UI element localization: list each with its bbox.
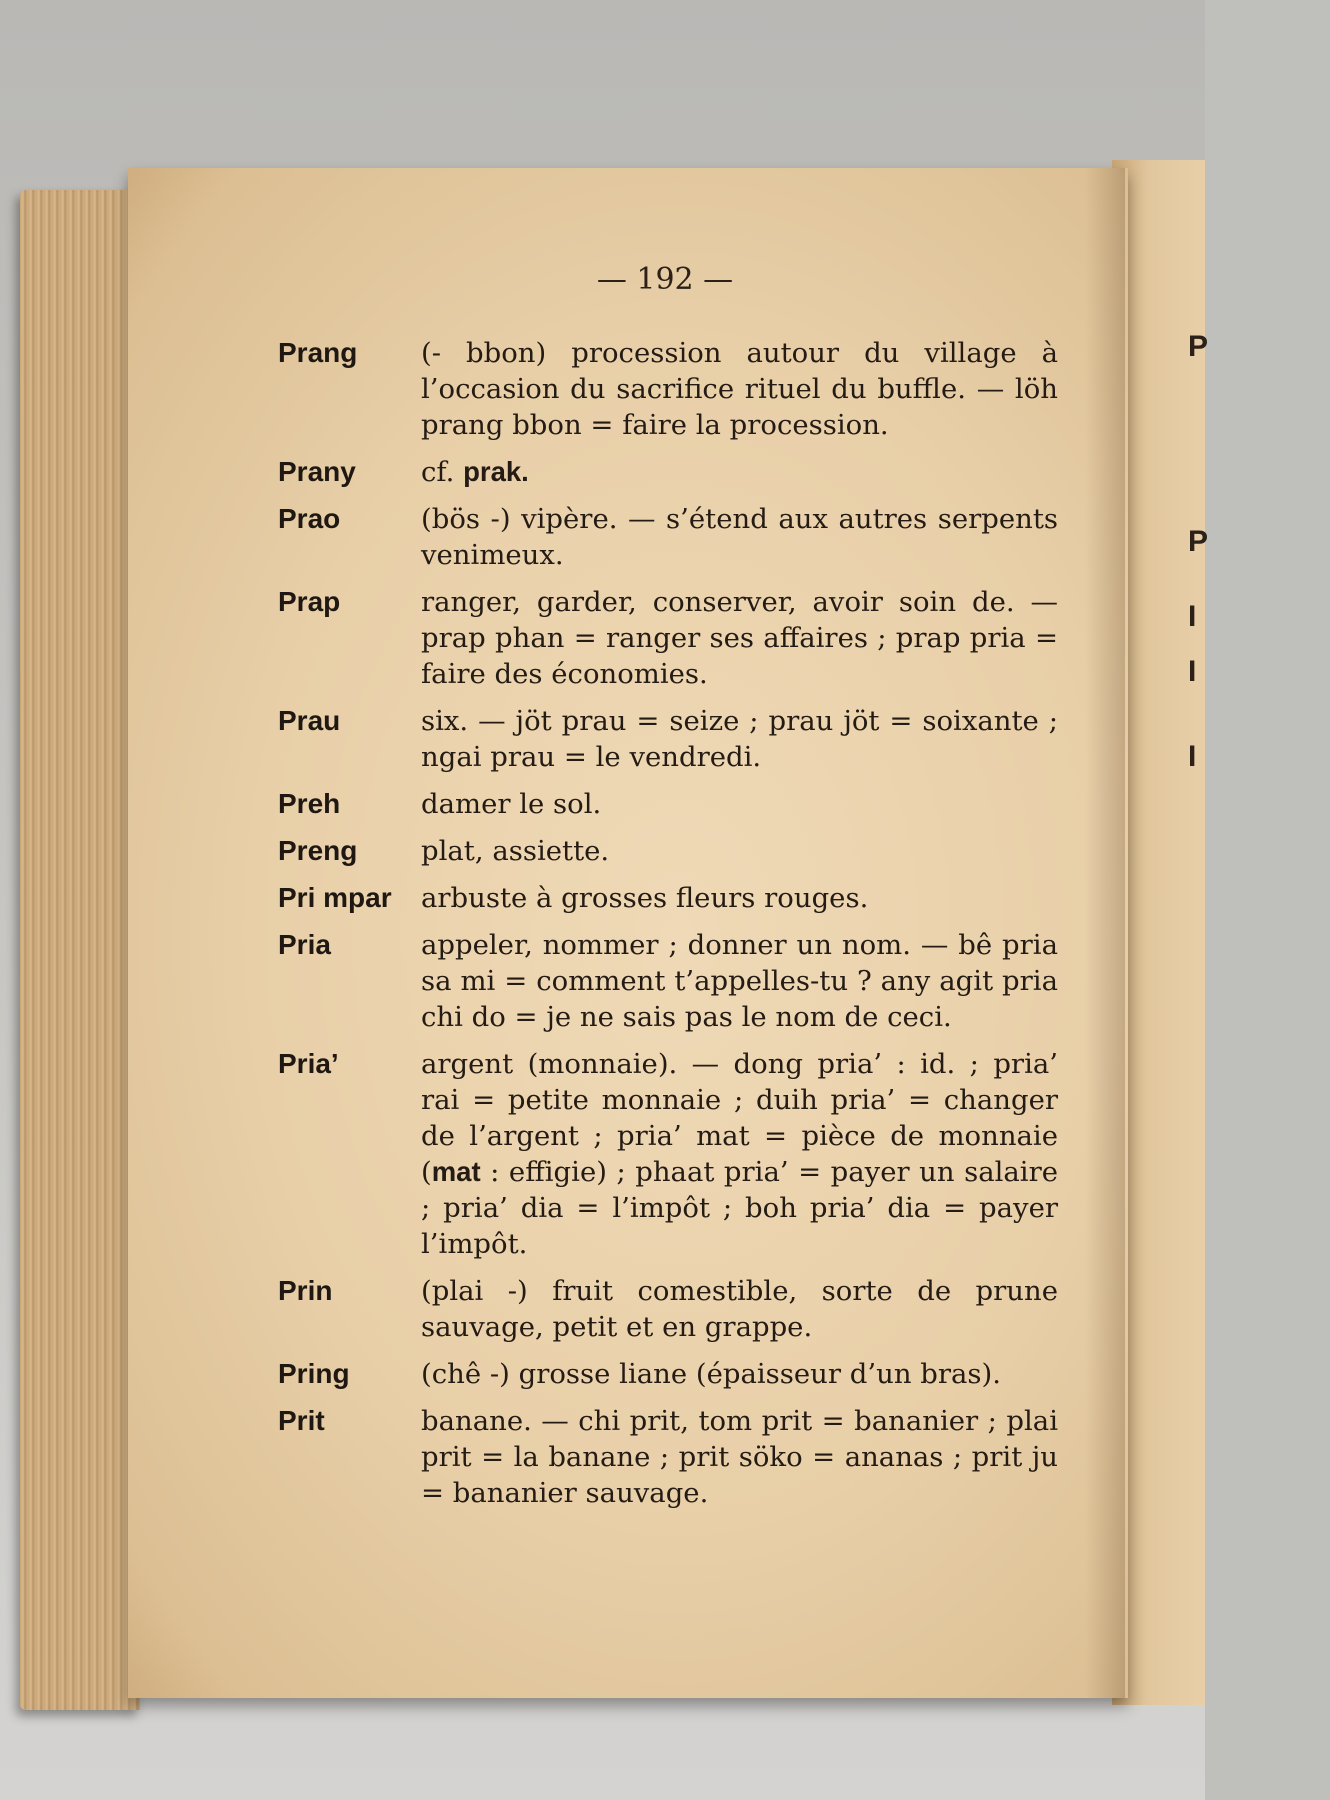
facing-page-letter: P [1188, 525, 1209, 558]
headword: Pri mpar [278, 882, 392, 913]
definition: damer le sol. [421, 788, 602, 820]
headword: Pria’ [278, 1048, 339, 1079]
dictionary-entry [278, 1046, 1058, 1262]
dictionary-entry [278, 786, 1058, 822]
definition-text: cf. [421, 456, 464, 488]
dictionary-entry [278, 833, 1058, 869]
definition [421, 454, 1058, 490]
headword: Prany [278, 456, 356, 487]
page-number: — 192 — [596, 262, 734, 297]
headword: Pring [278, 1358, 350, 1389]
facing-page-letter: P [1188, 330, 1209, 363]
dictionary-entry [278, 927, 1058, 1035]
definition: plat, assiette. [421, 835, 610, 867]
headword: Prau [278, 705, 341, 736]
headword: Prap [278, 586, 341, 617]
gutter-shadow [1085, 168, 1125, 1698]
definition-text: argent (monnaie). — dong pria’ : id. ; pria’ rai = petite monnaie ; duih pria’ = changer de l’argent ; pria’ mat = pièce de monnaie ( [421, 1048, 1058, 1188]
dictionary-entries [278, 335, 1058, 1522]
definition: banane. — chi prit, tom prit = bananier ; plai prit = la banane ; prit söko = ananas ; prit ju = bananier sauvage. [421, 1405, 1058, 1509]
headword: Preng [278, 835, 358, 866]
dictionary-entry [278, 584, 1058, 692]
facing-page-letter: I [1188, 740, 1197, 773]
definition [421, 1046, 1058, 1262]
definition: ranger, garder, conserver, avoir soin de. — prap phan = ranger ses affaires ; prap pria = faire des économies. [421, 586, 1058, 690]
dictionary-entry [278, 454, 1058, 490]
headword: Preh [278, 788, 341, 819]
dictionary-entry [278, 1273, 1058, 1345]
definition: six. — jöt prau = seize ; prau jöt = soixante ; ngai prau = le vendredi. [421, 705, 1058, 773]
definition: (- bbon) procession autour du village à l’occasion du sacrifice rituel du buffle. — löh prang bbon = faire la procession. [421, 337, 1058, 441]
dictionary-entry [278, 1356, 1058, 1392]
facing-page-letter: I [1188, 600, 1197, 633]
dictionary-entry [278, 703, 1058, 775]
headword: Prin [278, 1275, 333, 1306]
dictionary-entry [278, 335, 1058, 443]
definition: (bös -) vipère. — s’étend aux autres serpents venimeux. [421, 503, 1058, 571]
bold-term: mat [431, 1156, 481, 1187]
dictionary-entry [278, 501, 1058, 573]
definition: (plai -) fruit comestible, sorte de prune sauvage, petit et en grappe. [421, 1275, 1058, 1343]
headword: Prang [278, 337, 358, 368]
dictionary-entry [278, 880, 1058, 916]
page-stack-edges [20, 190, 140, 1710]
headword: Prit [278, 1405, 325, 1436]
cross-reference: prak. [463, 456, 529, 487]
headword: Pria [278, 929, 331, 960]
facing-page-letter: I [1188, 655, 1197, 688]
definition: (chê -) grosse liane (épaisseur d’un bras). [421, 1358, 1002, 1390]
dictionary-entry [278, 1403, 1058, 1511]
definition: appeler, nommer ; donner un nom. — bê pria sa mi = comment t’appelles-tu ? any agit pria chi do = je ne sais pas le nom de ceci. [421, 929, 1058, 1033]
definition-text: : effigie) ; phaat pria’ = payer un salaire ; pria’ dia = l’impôt ; boh pria’ dia = payer l’impôt. [421, 1156, 1058, 1260]
headword: Prao [278, 503, 341, 534]
definition: arbuste à grosses fleurs rouges. [421, 882, 869, 914]
